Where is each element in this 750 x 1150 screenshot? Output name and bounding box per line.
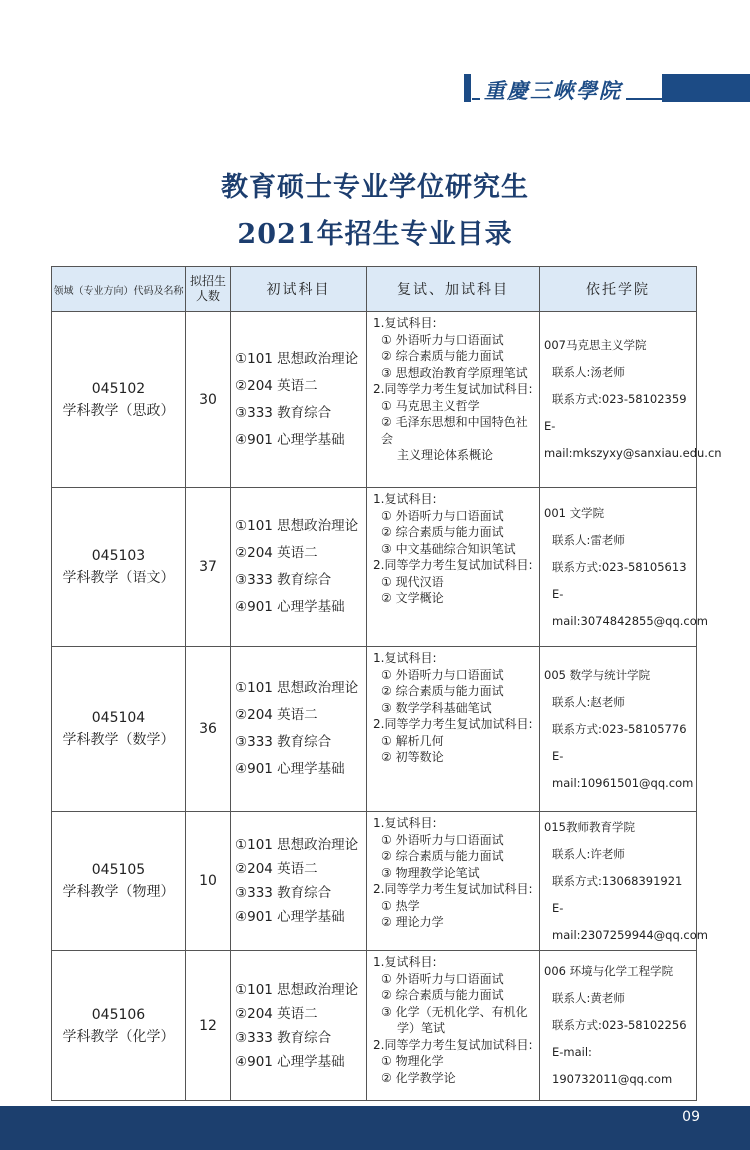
extra-title: 2.同等学力考生复试加试科目: [373, 382, 533, 396]
retest-title: 1.复试科目: [373, 816, 437, 830]
header-exam: 初试科目 [231, 267, 367, 312]
header-retest: 复试、加试科目 [367, 267, 540, 312]
extra-title: 2.同等学力考生复试加试科目: [373, 1037, 533, 1052]
retest-title: 1.复试科目: [373, 492, 437, 506]
table-row [52, 312, 697, 488]
major-cell [52, 488, 186, 647]
college-email: E-mail: 190732011@qq.com [552, 1045, 673, 1086]
college-contact: 联系人:黄老师 [552, 991, 625, 1005]
college-cell [540, 647, 697, 812]
extra-item: ① 马克思主义哲学 [381, 398, 480, 413]
major-name: 学科教学（思政） [62, 402, 175, 419]
exam-subject: ③333 教育综合 [235, 404, 332, 421]
extra-item: ① 热学 [381, 898, 420, 913]
exam-subject: ③333 教育综合 [235, 572, 332, 588]
college-email: E-mail:10961501@qq.com [552, 748, 694, 790]
extra-item: ② 理论力学 [381, 915, 444, 929]
exam-subject: ②204 英语二 [235, 545, 318, 561]
college-cell [540, 312, 722, 488]
table-row [52, 488, 697, 647]
major-code: 045102 [91, 380, 146, 397]
header-quota [186, 267, 231, 312]
exam-subject: ②204 英语二 [235, 377, 318, 394]
exam-subject: ①101 思想政治理论 [235, 837, 359, 853]
retest-item: ③ 化学（无机化学、有机化 [381, 1004, 528, 1019]
exam-cell [231, 951, 367, 1101]
quota-cell: 36 [186, 647, 231, 812]
major-name: 学科教学（数学） [62, 732, 175, 748]
retest-cell [367, 647, 540, 812]
exam-subject: ①101 思想政治理论 [235, 981, 359, 998]
college-contact: 联系人:赵老师 [552, 694, 625, 709]
brand-logo-text: 重慶三峽學院 [480, 75, 626, 105]
college-phone: 联系方式:023-58102256 [552, 1018, 687, 1032]
retest-item: ② 综合素质与能力面试 [381, 525, 504, 539]
retest-cell [367, 312, 540, 488]
exam-subject: ②204 英语二 [235, 1005, 318, 1022]
exam-cell [231, 488, 367, 647]
exam-subject: ④901 心理学基础 [235, 599, 345, 615]
retest-cell [367, 488, 540, 647]
college-contact: 联系人:许老师 [552, 846, 625, 861]
page-title-line1: 教育硕士专业学位研究生 [221, 172, 529, 203]
quota-cell: 12 [186, 951, 231, 1101]
retest-title: 1.复试科目: [373, 316, 437, 330]
college-name: 005 数学与统计学院 [544, 667, 651, 682]
extra-item: ② 初等数论 [381, 750, 444, 764]
retest-title: 1.复试科目: [373, 651, 437, 665]
major-cell [52, 312, 186, 488]
exam-subject: ③333 教育综合 [235, 1029, 332, 1046]
extra-title: 2.同等学力考生复试加试科目: [373, 558, 533, 572]
retest-item: ① 外语听力与口语面试 [381, 508, 504, 523]
retest-item: ① 外语听力与口语面试 [381, 832, 504, 847]
footer-bar [0, 1106, 750, 1150]
brand-block [662, 74, 750, 102]
retest-item: ② 综合素质与能力面试 [381, 849, 504, 863]
retest-item: ① 外语听力与口语面试 [381, 667, 504, 682]
exam-subject: ④901 心理学基础 [235, 761, 345, 777]
quota-cell: 37 [186, 488, 231, 647]
college-phone: 联系方式:023-58105776 [552, 721, 687, 736]
major-name: 学科教学（物理） [62, 884, 175, 900]
table-row [52, 951, 697, 1101]
retest-item: ② 综合素质与能力面试 [381, 988, 504, 1002]
extra-title: 2.同等学力考生复试加试科目: [373, 717, 533, 731]
retest-item: ② 综合素质与能力面试 [381, 349, 504, 363]
college-name: 007马克思主义学院 [544, 338, 647, 352]
exam-cell [231, 312, 367, 488]
header-quota-line1: 拟招生 [189, 274, 226, 288]
college-phone: 联系方式:13068391921 [552, 873, 683, 888]
exam-subject: ①101 思想政治理论 [235, 680, 359, 696]
table-row [52, 647, 697, 812]
extra-item: ② 文学概论 [381, 591, 444, 605]
brand-header [452, 74, 750, 102]
exam-subject: ④901 心理学基础 [235, 431, 345, 448]
retest-cell [367, 812, 540, 951]
extra-title: 2.同等学力考生复试加试科目: [373, 882, 533, 896]
exam-subject: ①101 思想政治理论 [235, 350, 359, 367]
major-name: 学科教学（化学） [62, 1028, 175, 1045]
header-quota-line2: 人数 [195, 289, 220, 303]
retest-item: ③ 数学学科基础笔试 [381, 700, 492, 715]
extra-item: ② 毛泽东思想和中国特色社会 [381, 415, 528, 446]
retest-item: ③ 物理教学论笔试 [381, 865, 480, 880]
table-row [52, 812, 697, 951]
exam-subject: ①101 思想政治理论 [235, 518, 359, 534]
extra-item: ① 解析几何 [381, 733, 444, 748]
major-code: 045105 [91, 862, 146, 878]
header-field: 领域（专业方向）代码及名称 [52, 267, 186, 312]
exam-subject: ④901 心理学基础 [235, 1053, 345, 1070]
college-phone: 联系方式:023-58105613 [552, 559, 687, 574]
exam-subject: ②204 英语二 [235, 861, 318, 877]
college-email: E-mail:mkszyxy@sanxiau.edu.cn [544, 419, 722, 460]
college-contact: 联系人:雷老师 [552, 532, 625, 547]
major-cell [52, 812, 186, 951]
major-cell [52, 647, 186, 812]
exam-subject: ③333 教育综合 [235, 885, 332, 901]
quota-cell: 10 [186, 812, 231, 951]
college-phone: 联系方式:023-58102359 [552, 392, 687, 406]
major-code: 045103 [91, 548, 146, 564]
major-code: 045104 [91, 710, 146, 726]
extra-item: ① 现代汉语 [381, 574, 444, 589]
extra-item: ① 物理化学 [381, 1054, 444, 1068]
college-cell [540, 951, 697, 1101]
college-cell [540, 488, 708, 647]
extra-item: 主义理论体系概论 [397, 448, 494, 462]
extra-item: ② 化学教学论 [381, 1070, 456, 1085]
college-name: 015教师教育学院 [544, 819, 635, 834]
retest-item: ① 外语听力与口语面试 [381, 971, 504, 986]
brand-accent-bar [464, 74, 471, 102]
major-code: 045106 [91, 1006, 146, 1023]
table-header-row [52, 267, 697, 312]
retest-item: ③ 思想政治教育学原理笔试 [381, 365, 528, 380]
exam-subject: ③333 教育综合 [235, 734, 332, 750]
retest-cell [367, 951, 540, 1101]
page-number: 09 [682, 1109, 700, 1125]
quota-cell: 30 [186, 312, 231, 488]
retest-item: ③ 中文基础综合知识笔试 [381, 541, 516, 556]
college-contact: 联系人:汤老师 [552, 365, 625, 379]
major-cell [52, 951, 186, 1101]
retest-item: 学）笔试 [397, 1021, 446, 1035]
college-email: E-mail:2307259944@qq.com [552, 900, 708, 942]
retest-item: ② 综合素质与能力面试 [381, 684, 504, 698]
exam-cell [231, 812, 367, 951]
exam-subject: ④901 心理学基础 [235, 909, 345, 925]
college-email: E-mail:3074842855@qq.com [552, 586, 708, 628]
retest-title: 1.复试科目: [373, 955, 437, 969]
exam-subject: ②204 英语二 [235, 707, 318, 723]
header-college: 依托学院 [540, 267, 697, 312]
exam-cell [231, 647, 367, 812]
college-cell [540, 812, 708, 951]
college-name: 001 文学院 [544, 505, 605, 520]
page-title-line2: 2021年招生专业目录 [237, 219, 513, 250]
catalog-table [51, 266, 722, 1101]
college-name: 006 环境与化学工程学院 [544, 964, 674, 978]
major-name: 学科教学（语文） [62, 570, 175, 586]
retest-item: ① 外语听力与口语面试 [381, 332, 504, 347]
